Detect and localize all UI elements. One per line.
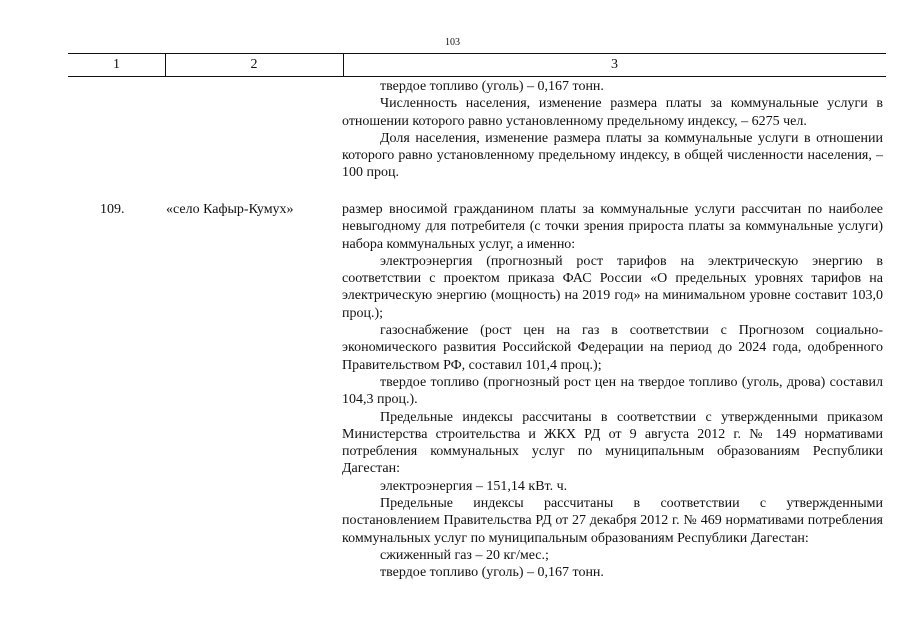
- paragraph: газоснабжение (рост цен на газ в соответствии с Прогнозом социально-экономического развития Российской Федерации на период до 2024 года, одобренного Правительством РФ, составил 101,4 проц.);: [342, 323, 883, 373]
- paragraph: Предельные индексы рассчитаны в соответствии с утвержденными приказом Министерства строительства и ЖКХ РД от 9 августа 2012 г. № 149 нормативами потребления коммунальных услуг по муниципальным образованиям Республики Дагестан:: [342, 409, 883, 477]
- paragraph: твердое топливо (уголь) – 0,167 тонн.: [380, 79, 604, 94]
- header-col-3: 3: [611, 57, 618, 72]
- entry-name: «село Кафыр-Кумух»: [166, 202, 294, 217]
- header-col-2: 2: [165, 54, 344, 76]
- paragraph: Доля населения, изменение размера платы за коммунальные услуги в отношении которого равно установленному предельному индексу, в общей численности населения, – 100 проц.: [342, 130, 883, 181]
- paragraph: электроэнергия (прогнозный рост тарифов на электрическую энергию в соответствии с проектом приказа ФАС России «О предельных уровнях тарифов на электрическую энергию (мощность) на 2019 год» на минимальном уровне составит 103,0 проц.);: [342, 253, 883, 321]
- table-header-row: [68, 53, 886, 77]
- paragraph: твердое топливо (прогнозный рост цен на твердое топливо (уголь, дрова) составил 104,3 проц.).: [342, 374, 883, 408]
- paragraph: твердое топливо (уголь) – 0,167 тонн.: [380, 565, 604, 581]
- page-number: 103: [445, 37, 460, 48]
- header-col-1: 1: [68, 54, 166, 76]
- paragraph: Численность населения, изменение размера платы за коммунальные услуги в отношении которого равно установленному предельному индексу, – 6275 чел.: [342, 96, 883, 129]
- previous-entry-text: [342, 78, 883, 182]
- paragraph: Предельные индексы рассчитаны в соответствии с утвержденными постановлением Правительства РД от 27 декабря 2012 г. № 469 нормативами потребления коммунальных услуг по муниципальным образованиям Республики Дагестан:: [342, 496, 883, 546]
- paragraph: электроэнергия – 151,14 кВт. ч.: [380, 478, 568, 494]
- entry-number: 109.: [100, 202, 125, 217]
- entry-description: [342, 201, 883, 582]
- paragraph: сжиженный газ – 20 кг/мес.;: [380, 547, 549, 563]
- paragraph: размер вносимой гражданином платы за коммунальные услуги рассчитан по наиболее невыгодному для потребителя (с точки зрения прироста платы за коммунальные услуги) набора коммунальных услуг, а именно:: [342, 202, 883, 252]
